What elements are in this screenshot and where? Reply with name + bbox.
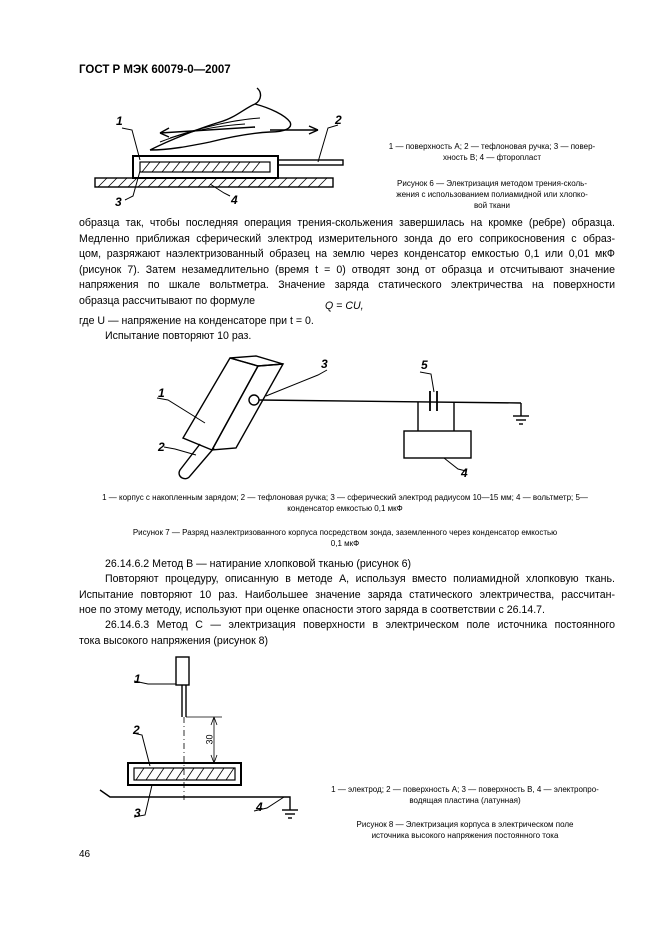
fig8-dimension: 30 bbox=[204, 734, 215, 745]
fig8-caption: Рисунок 8 — Электризация корпуса в электрическом поле источника высокого напряжения постоянного тока bbox=[356, 820, 574, 840]
fig7-body-side bbox=[212, 364, 283, 450]
repeat-note: Испытание повторяют 10 раз. bbox=[105, 330, 252, 342]
formula-explanation: где U — напряжение на конденсаторе при t = 0. bbox=[79, 315, 314, 327]
fig8-electrode bbox=[176, 657, 189, 685]
fig7-handle bbox=[179, 444, 214, 479]
section-b-text: Повторяют процедуру, описанную в методе А, используя вместо полиамидной хлопковую ткань. Испытание повторяют 10 раз. Наибольшее значение заряда статического электричества, рассчитан- ное по этому методу, используют при оценке опасности этого заряда в соответствии с 26.14.7. bbox=[79, 573, 615, 616]
section-b-heading: 26.14.6.2 Метод В — натирание хлопковой тканью (рисунок 6) bbox=[105, 558, 412, 570]
fig6-hand bbox=[150, 88, 291, 150]
fig8-legend: 1 — электрод; 2 — поверхность А; 3 — поверхность В, 4 — электропро- водящая пластина (латунная) bbox=[331, 785, 599, 805]
fig6-legend: 1 — поверхность А; 2 — тефлоновая ручка; 3 — повер- хность В; 4 — фторопласт bbox=[388, 142, 596, 162]
fig7-label-4: 4 bbox=[461, 466, 468, 480]
fig7-legend: 1 — корпус с накопленным зарядом; 2 — тефлоновая ручка; 3 — сферический электрод радиусом 10—15 мм; 4 — вольтметр; 5— конденсатор емкостью 0,1 мкФ bbox=[102, 493, 588, 513]
figure-7-drawing bbox=[157, 356, 529, 479]
fig7-sphere-electrode bbox=[249, 395, 259, 405]
fig8-label-2: 2 bbox=[133, 723, 140, 737]
page-number: 46 bbox=[79, 849, 91, 860]
fig8-label-3: 3 bbox=[134, 806, 141, 820]
fig6-base-plate bbox=[95, 178, 333, 187]
fig8-specimen bbox=[128, 763, 241, 785]
fig7-wire bbox=[259, 400, 521, 403]
fig8-label-4: 4 bbox=[256, 800, 263, 814]
figure-8-drawing bbox=[100, 657, 298, 818]
formula: Q = CU, bbox=[325, 300, 364, 312]
fig6-caption: Рисунок 6 — Электризация методом трения-сколь- жения с использованием полиамидной или хлопко- вой ткани bbox=[396, 179, 588, 210]
fig7-voltmeter bbox=[404, 431, 471, 458]
fig6-handle bbox=[278, 160, 343, 165]
fig6-label-2: 2 bbox=[335, 113, 342, 127]
paragraph-method-a: образца так, чтобы последняя операция трения-скольжения завершилась на кромке (ребре) образца. Медленно приближая сферический электрод измерительного зонда до его соприкосновения с образ- цом, разряжают наэлектризованный образец на землю через конденсатор емкостью 0,1 или 0,01 мкФ (рисунок 7). Затем незамедлительно (время t = 0) отводят зонд от образца и отсчитывают значение напряжения по шкале вольтметра. Значение заряда статического электричества на поверхности образца рассчитывают по формуле bbox=[79, 217, 615, 307]
fig7-label-5: 5 bbox=[421, 358, 428, 372]
section-c-text: 26.14.6.3 Метод С — электризация поверхности в электрическом поле источника постоянного тока высокого напряжения (рисунок 8) bbox=[79, 619, 615, 647]
fig6-label-3: 3 bbox=[115, 195, 122, 209]
fig6-label-1: 1 bbox=[116, 114, 123, 128]
document-header: ГОСТ Р МЭК 60079-0—2007 bbox=[79, 64, 231, 76]
fig7-label-2: 2 bbox=[158, 440, 165, 454]
fig7-body-top bbox=[230, 356, 283, 366]
fig7-body-front bbox=[183, 358, 258, 450]
fig6-label-4: 4 bbox=[231, 193, 238, 207]
fig6-specimen bbox=[133, 156, 278, 178]
fig7-label-1: 1 bbox=[158, 386, 165, 400]
fig6-specimen-inner bbox=[140, 162, 270, 172]
fig7-caption: Рисунок 7 — Разряд наэлектризованного корпуса посредством зонда, заземленного через конденсатор емкостью 0,1 мкФ bbox=[132, 528, 558, 548]
fig7-label-3: 3 bbox=[321, 357, 328, 371]
fig8-label-1: 1 bbox=[134, 672, 141, 686]
